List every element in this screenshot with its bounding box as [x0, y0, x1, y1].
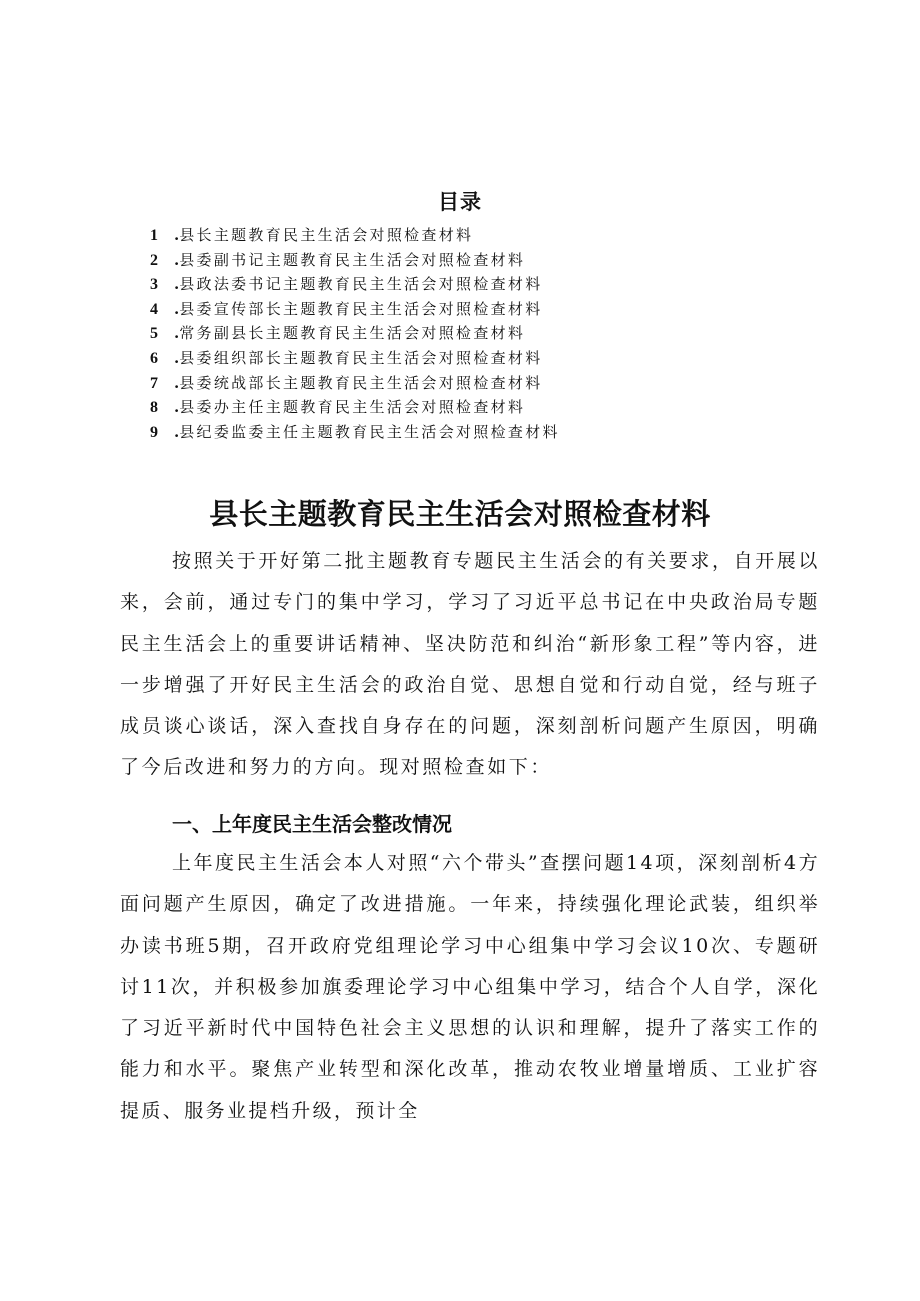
toc-item-number: 6	[150, 349, 158, 367]
toc-item-label: 县委副书记主题教育民主生活会对照检查材料	[179, 250, 526, 269]
toc-item-separator: .	[174, 299, 180, 318]
toc-item-separator: .	[174, 422, 180, 441]
toc-item-separator: .	[174, 373, 180, 392]
toc-item-separator: .	[174, 275, 180, 294]
toc-item-number: 1	[150, 227, 158, 244]
toc-item-label: 县纪委监委主任主题教育民主生活会对照检查材料	[179, 422, 560, 441]
toc-item-label: 县长主题教育民主生活会对照检查材料	[179, 226, 474, 244]
toc-item-number: 9	[150, 423, 158, 441]
toc-item-number: 2	[150, 251, 158, 269]
toc-item[interactable]	[150, 297, 560, 322]
toc-item-number: 5	[150, 325, 158, 343]
toc-item-label: 县委组织部长主题教育民主生活会对照检查材料	[179, 348, 543, 367]
toc-item[interactable]	[150, 272, 560, 297]
toc-item-number: 8	[150, 399, 158, 417]
toc-item-label: 县委宣传部长主题教育民主生活会对照检查材料	[179, 299, 543, 318]
toc-item-separator: .	[174, 226, 180, 244]
toc-item[interactable]	[150, 223, 560, 248]
section-heading: 一、上年度民主生活会整改情况	[172, 812, 452, 836]
toc-item-number: 3	[150, 276, 158, 294]
toc-item-label: 常务副县长主题教育民主生活会对照检查材料	[179, 324, 526, 343]
toc-item[interactable]	[150, 321, 560, 346]
toc-item-label: 县委统战部长主题教育民主生活会对照检查材料	[179, 373, 543, 392]
toc-item-label: 县政法委书记主题教育民主生活会对照检查材料	[179, 275, 543, 294]
toc-item-number: 4	[150, 300, 158, 318]
intro-paragraph: 按照关于开好第二批主题教育专题民主生活会的有关要求，自开展以来，会前，通过专门的集中学习，学习了习近平总书记在中央政治局专题民主生活会上的重要讲话精神、坚决防范和纠治“新形象工程”等内容，进一步增强了开好民主生活会的政治自觉、思想自觉和行动自觉，经与班子成员谈心谈话，深入查找自身存在的问题，深刻剖析问题产生原因，明确了今后改进和努力的方向。现对照检查如下：	[120, 550, 821, 779]
toc-item-separator: .	[174, 348, 180, 367]
toc-item-separator: .	[174, 324, 180, 343]
toc-item-number: 7	[150, 374, 158, 392]
toc-item[interactable]	[150, 395, 560, 420]
toc-item-separator: .	[174, 398, 180, 417]
section-paragraph: 上年度民主生活会本人对照“六个带头”查摆问题14项，深刻剖析4方面问题产生原因，确定了改进措施。一年来，持续强化理论武装，组织举办读书班5期，召开政府党组理论学习中心组集中学习会议10次、专题研讨11次，并积极参加旗委理论学习中心组集中学习，结合个人自学，深化了习近平新时代中国特色社会主义思想的认识和理解，提升了落实工作的能力和水平。聚焦产业转型和深化改革，推动农牧业增量增质、工业扩容提质、服务业提档升级，预计全	[120, 852, 820, 1122]
table-of-contents	[150, 223, 560, 444]
document-title: 县长主题教育民主生活会对照检查材料	[209, 497, 711, 531]
toc-item[interactable]	[150, 420, 560, 445]
toc-title: 目录	[438, 190, 482, 214]
toc-item[interactable]	[150, 346, 560, 371]
toc-item[interactable]	[150, 248, 560, 273]
toc-item-separator: .	[174, 250, 180, 269]
toc-item[interactable]	[150, 371, 560, 396]
toc-item-label: 县委办主任主题教育民主生活会对照检查材料	[179, 398, 526, 417]
